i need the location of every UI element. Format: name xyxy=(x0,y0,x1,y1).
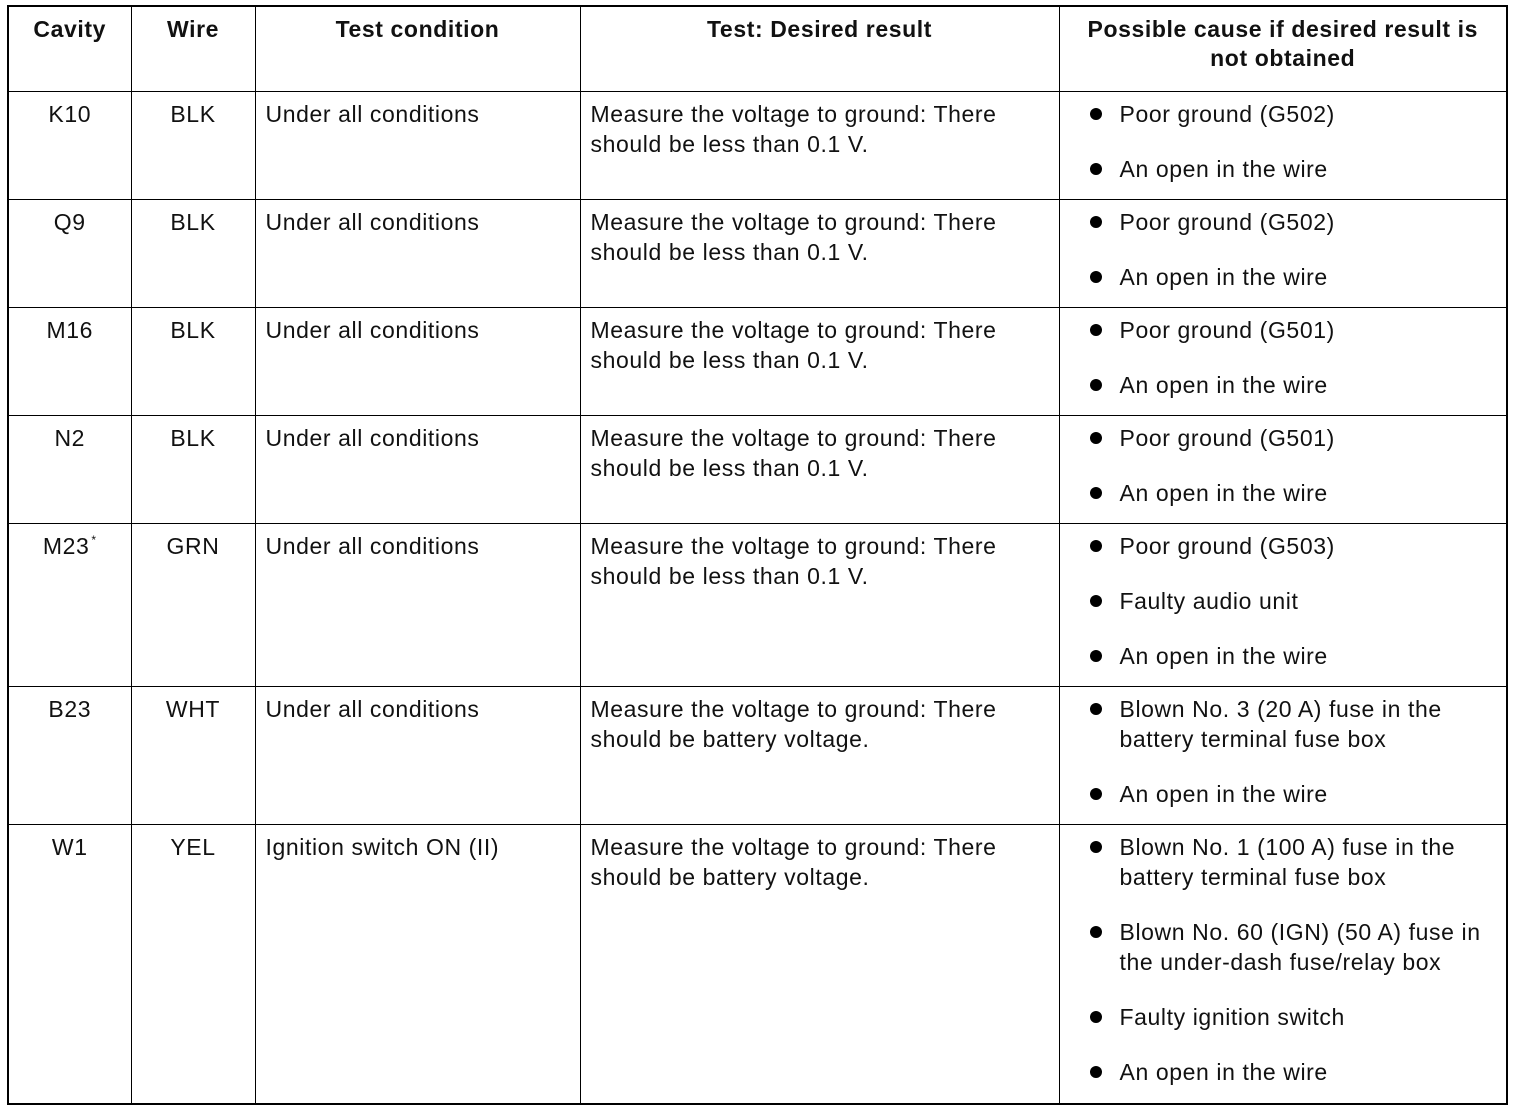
causes-cell xyxy=(1059,415,1506,523)
cause-item xyxy=(1060,694,1501,754)
result-cell: Measure the voltage to ground: There should be less than 0.1 V. xyxy=(580,523,1059,686)
result-cell: Measure the voltage to ground: There should be battery voltage. xyxy=(580,824,1059,1103)
cavity-cell xyxy=(9,523,131,686)
cause-text: Poor ground (G501) xyxy=(1119,424,1335,451)
condition-cell: Under all conditions xyxy=(255,415,580,523)
bullet-icon xyxy=(1090,216,1102,228)
table-row xyxy=(9,415,1506,523)
table-row xyxy=(9,523,1506,686)
result-cell: Measure the voltage to ground: There should be less than 0.1 V. xyxy=(580,415,1059,523)
bullet-icon xyxy=(1090,432,1102,444)
cause-item xyxy=(1060,478,1501,508)
cause-item xyxy=(1060,586,1501,616)
wire-cell: GRN xyxy=(131,523,255,686)
wire-cell: WHT xyxy=(131,686,255,824)
cause-text: Faulty audio unit xyxy=(1119,587,1299,614)
table-row xyxy=(9,307,1506,415)
test-table-frame xyxy=(7,5,1508,1105)
condition-cell: Under all conditions xyxy=(255,686,580,824)
bullet-icon xyxy=(1090,788,1102,800)
cause-item xyxy=(1060,531,1501,561)
bullet-icon xyxy=(1090,324,1102,336)
cause-text: An open in the wire xyxy=(1119,371,1328,398)
cavity-value: N2 xyxy=(54,424,86,451)
header-test-condition: Test condition xyxy=(255,7,580,91)
bullet-icon xyxy=(1090,1066,1102,1078)
cause-text: An open in the wire xyxy=(1119,263,1328,290)
cause-text: An open in the wire xyxy=(1119,479,1328,506)
condition-cell: Under all conditions xyxy=(255,199,580,307)
cause-item xyxy=(1060,1057,1501,1087)
condition-cell: Ignition switch ON (II) xyxy=(255,824,580,1103)
cause-text: Poor ground (G502) xyxy=(1119,100,1335,127)
causes-cell xyxy=(1059,824,1506,1103)
cause-text: Faulty ignition switch xyxy=(1119,1003,1345,1030)
cavity-cell xyxy=(9,415,131,523)
causes-cell xyxy=(1059,199,1506,307)
bullet-icon xyxy=(1090,163,1102,175)
wire-cell: BLK xyxy=(131,307,255,415)
cavity-footnote-mark: * xyxy=(91,532,97,547)
bullet-icon xyxy=(1090,650,1102,662)
cause-item xyxy=(1060,1002,1501,1032)
bullet-icon xyxy=(1090,1011,1102,1023)
cavity-value: W1 xyxy=(51,833,88,860)
connector-test-table xyxy=(9,7,1506,1103)
condition-cell: Under all conditions xyxy=(255,307,580,415)
causes-cell xyxy=(1059,91,1506,199)
cavity-cell xyxy=(9,199,131,307)
table-row xyxy=(9,824,1506,1103)
wire-cell: BLK xyxy=(131,415,255,523)
cavity-cell xyxy=(9,824,131,1103)
cause-item xyxy=(1060,423,1501,453)
result-cell: Measure the voltage to ground: There should be less than 0.1 V. xyxy=(580,199,1059,307)
cavity-value: M23 xyxy=(42,532,90,559)
header-row xyxy=(9,7,1506,91)
bullet-icon xyxy=(1090,379,1102,391)
cause-text: Poor ground (G503) xyxy=(1119,532,1335,559)
causes-cell xyxy=(1059,523,1506,686)
cause-text: An open in the wire xyxy=(1119,642,1328,669)
cavity-value: B23 xyxy=(48,695,92,722)
bullet-icon xyxy=(1090,271,1102,283)
bullet-icon xyxy=(1090,703,1102,715)
cause-item xyxy=(1060,779,1501,809)
cause-item xyxy=(1060,99,1501,129)
cavity-cell xyxy=(9,686,131,824)
header-desired-result: Test: Desired result xyxy=(580,7,1059,91)
bullet-icon xyxy=(1090,108,1102,120)
wire-cell: BLK xyxy=(131,199,255,307)
cause-item xyxy=(1060,207,1501,237)
causes-cell xyxy=(1059,686,1506,824)
condition-cell: Under all conditions xyxy=(255,523,580,686)
result-cell: Measure the voltage to ground: There should be battery voltage. xyxy=(580,686,1059,824)
cause-item xyxy=(1060,641,1501,671)
cause-item xyxy=(1060,262,1501,292)
header-possible-cause: Possible cause if desired result is not obtained xyxy=(1059,7,1506,91)
result-cell: Measure the voltage to ground: There should be less than 0.1 V. xyxy=(580,91,1059,199)
cause-text: An open in the wire xyxy=(1119,780,1328,807)
table-row xyxy=(9,686,1506,824)
cause-text: An open in the wire xyxy=(1119,155,1328,182)
cavity-cell xyxy=(9,307,131,415)
bullet-icon xyxy=(1090,595,1102,607)
cause-item xyxy=(1060,370,1501,400)
cause-text: Blown No. 1 (100 A) fuse in the battery terminal fuse box xyxy=(1119,833,1456,890)
cavity-value: M16 xyxy=(46,316,94,343)
cause-item xyxy=(1060,154,1501,184)
header-wire: Wire xyxy=(131,7,255,91)
header-cavity: Cavity xyxy=(9,7,131,91)
bullet-icon xyxy=(1090,926,1102,938)
cause-item xyxy=(1060,832,1501,892)
cause-text: Blown No. 3 (20 A) fuse in the battery terminal fuse box xyxy=(1119,695,1442,752)
bullet-icon xyxy=(1090,841,1102,853)
causes-cell xyxy=(1059,307,1506,415)
wire-cell: YEL xyxy=(131,824,255,1103)
condition-cell: Under all conditions xyxy=(255,91,580,199)
cause-text: Poor ground (G502) xyxy=(1119,208,1335,235)
cause-text: Blown No. 60 (IGN) (50 A) fuse in the under-dash fuse/relay box xyxy=(1119,918,1481,975)
cavity-value: K10 xyxy=(48,100,92,127)
bullet-icon xyxy=(1090,487,1102,499)
result-cell: Measure the voltage to ground: There should be less than 0.1 V. xyxy=(580,307,1059,415)
wire-cell: BLK xyxy=(131,91,255,199)
cavity-value: Q9 xyxy=(53,208,86,235)
cause-text: An open in the wire xyxy=(1119,1058,1328,1085)
bullet-icon xyxy=(1090,540,1102,552)
cavity-cell xyxy=(9,91,131,199)
cause-item xyxy=(1060,315,1501,345)
table-row xyxy=(9,199,1506,307)
cause-text: Poor ground (G501) xyxy=(1119,316,1335,343)
cause-item xyxy=(1060,917,1501,977)
table-row xyxy=(9,91,1506,199)
